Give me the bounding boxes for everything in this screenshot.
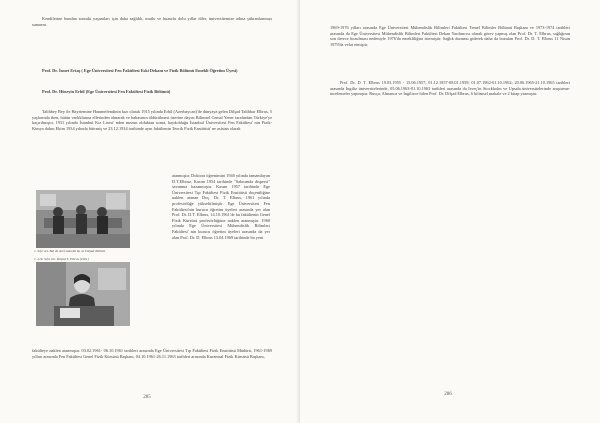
biography-paragraph-1: Talihbey Bey ile Hayriemine Hanımefendinin kızı olarak 1915 yılında Erbil (Azerbaycan)'de dünyaya gelen Dilşad Talihbar Elbrus, 5 yaşlarında iken, bütün varlıklarına ellerinden alınarak ve babasının öldürülmesi üzerine dayısı Bilimsel Cemal Yener tarafından Türkiye'ye kaçırılmıştır. 1931 yılında İstanbul Kız Lisesi' nden mezun olduktan sonra, kaydolduğu İstanbul Üniversitesi Fen Fakültesi' nin Fizik-Kimya dalını Ekim 1934 yılında bitirmiş ve 23.12.1934 tarihinde aynı fakültenin Teorik Fizik Enstitüsü' ne asistan olarak <box>32 109 272 131</box>
biography-column-text: atanmıştır. Doktora öğrenimini 1940 yılında tamamlayan D.T.Elbruz, Kasım 1954 tarihinde "Salınımda dispersi" savunma kazanmıştır. Kasım 1957 tarihinde Ege Üniversitesi Tıp Fakültesi Fizik Enstitüsü doçentliğine naklen atanan Doç. Dr. T. Elbrus, 1961 yılında profesörlüğe yükseltilmiştir. Ege Üniversitesi Fen Fakültesi'nin kurucu öğretim üyeleri arasında yer alan Prof. Dr. D.T. Elbrus, 14.10.1961'de bu fakültenin Genel Fizik Kürsüsü profesörlüğüne naklen atanmıştır. 1960 yılında Ege Üniversitesi Mühendislik Bilimleri Fakültesi' nin kurucu öğretim üyeleri arasında da yer alan Prof. Dr. D. Elbrus 13.04.1969 tarihinde bu yeni <box>172 173 270 240</box>
biography-paragraph-2: fakülteye naklen atanmıştır. 03.02.1961- 06.10.1961 tarihleri arasında Ege Üniversitesi Tıp Fakültesi Fizik Enstitüsü Müdürü, 1961-1969 yılları arasında Fen Fakültesi Genel Fizik Kürsüsü Başkanı, 04.10.1961-26.11.1963 tarihleri arasında Kuramsal Fizik Kürsüsü Başkanı, <box>32 348 272 359</box>
biography-paragraph-3: 1969-1976 yılları arasında Ege Üniversitesi Mühendislik Bilimleri Fakültesi Temel Bilimler Bölümü Başkanı ve 1973-1974 tarihleri arasında da Ege Üniversitesi Mühendislik Bilimleri Fakültesi Dekan Yardımcısı olarak görev yapmış olan Prof. Dr. T. Elbrus, sağlığının son derece bozulması nedeniyle 1976'da emekliliğini istemiştir. Sağlık durumu giderek daha da bozulan Prof. Dr. D. T. Elbrus 11 Nisan 1979'da vefat etmiştir. <box>330 25 570 47</box>
biography-paragraph-4: Prof. Dr. D. T. Elbrus 19.03.1955 - 15.06.1957; 01.12.1957-08.01.1959; 01.07.1962-01.10.1962; 20.06.1965-21.10.1965 tarihleri arasında İngiliz üniversitelerinde, 05.06.1963-01.10.1963 tarihleri arasında da Isveç'in Stockholm ve Upsala üniversitelerinde araştırma-incelemeler yapmıştır. Rusça, Almanca ve İngilizce bilen Prof. Dr. Dilşad Elbrus, 6 bilimsel makale ve 2 kitap yazmıştır. <box>330 80 570 97</box>
photo-group-image <box>36 190 130 248</box>
photo-portrait <box>36 262 130 326</box>
photo-caption-1: 1. Sıfır set. Bal de Arel samelik bu ne Dilşad Talibelt <box>34 249 106 253</box>
signature-1: Prof. Dr. İsmet Ertaş ( Ege Üniversitesi Fen Fakültesi Eski Dekanı ve Fizik Bölümü Emekli Öğretim Üyesi) <box>42 68 238 73</box>
page-number-right: 286 <box>444 392 452 397</box>
photo-group <box>36 190 130 248</box>
page-number-left: 285 <box>143 395 151 400</box>
signature-2: Prof. Dr. Hüseyin Erbil (Ege Üniversitesi Fen Fakültesi Fizik Bölümü) <box>42 89 171 94</box>
photo-portrait-image <box>36 262 130 326</box>
intro-paragraph: Kendilerine bundan sonraki yaşamları için daha sağlıklı, mutlu ve huzurlu dolu yıllar diler, üniversitemize adına şükranlarımızı sunarım. <box>32 16 272 27</box>
right-page <box>300 0 600 423</box>
photo-caption-2: 1. 21b. Sıfır. bir. Dilşad T. Elbrus (1961) <box>34 257 89 261</box>
